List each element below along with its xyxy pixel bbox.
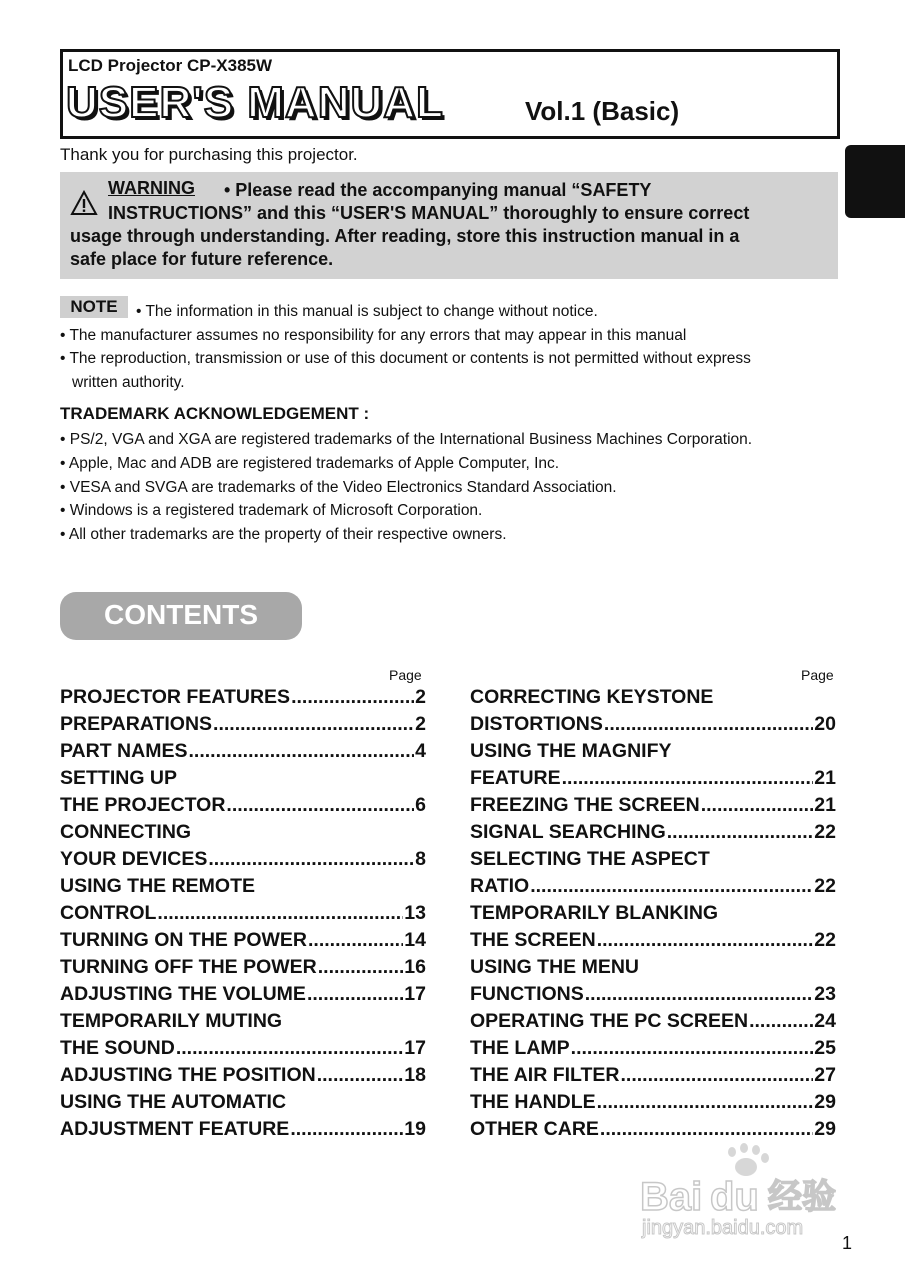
toc-entry [60, 956, 426, 983]
toc-entry-title: CORRECTING KEYSTONE [470, 686, 714, 708]
toc-entry-title: THE LAMP [470, 1037, 570, 1059]
toc-entry [60, 848, 426, 875]
toc-entry-title: SELECTING THE ASPECT [470, 848, 710, 870]
toc-entry-title: USING THE MENU [470, 956, 640, 978]
toc-entry-title: FUNCTIONS [470, 983, 584, 1005]
toc-entry-title: PREPARATIONS [60, 713, 213, 735]
page-column-header: Page [801, 667, 834, 683]
trademark-item: • VESA and SVGA are trademarks of the Video Electronics Standard Association. [60, 479, 617, 496]
toc-entry [470, 1064, 836, 1091]
toc-entry [60, 1064, 426, 1091]
toc-leader-dots [667, 821, 814, 844]
toc-entry-title: YOUR DEVICES [60, 848, 208, 870]
toc-entry-title: PART NAMES [60, 740, 188, 762]
toc-entry [60, 875, 426, 902]
toc-entry [60, 1118, 426, 1145]
toc-entry-title: ADJUSTING THE VOLUME [60, 983, 306, 1005]
toc-entry-title: USING THE MAGNIFY [470, 740, 672, 762]
toc-leader-dots [585, 983, 814, 1006]
toc-entry-title: ADJUSTMENT FEATURE [60, 1118, 290, 1140]
warning-text-line: usage through understanding. After reading, store this instruction manual in a [70, 226, 740, 246]
toc-entry [470, 1010, 836, 1037]
toc-page-number: 25 [814, 1037, 836, 1059]
toc-leader-dots [290, 1118, 403, 1141]
toc-leader-dots [208, 848, 414, 871]
volume-label: Vol.1 (Basic) [525, 96, 680, 126]
toc-entry-title: THE PROJECTOR [60, 794, 226, 816]
toc-entry [60, 767, 426, 794]
toc-page-number: 4 [415, 740, 426, 762]
toc-entry [470, 902, 836, 929]
toc-entry [470, 686, 836, 713]
toc-entry [470, 848, 836, 875]
svg-text:经验: 经验 [768, 1177, 836, 1217]
toc-page-number: 22 [814, 821, 836, 843]
toc-left-column [60, 686, 426, 1145]
note-text-line: • The manufacturer assumes no responsibility for any errors that may appear in this manual [60, 327, 687, 344]
toc-leader-dots [604, 713, 813, 736]
contents-heading: CONTENTS [104, 599, 258, 630]
toc-leader-dots [308, 929, 403, 952]
toc-leader-dots [600, 1118, 813, 1141]
toc-leader-dots [176, 1037, 403, 1060]
toc-entry-title: THE AIR FILTER [470, 1064, 620, 1086]
toc-page-number: 6 [415, 794, 426, 816]
toc-page-number: 16 [404, 956, 426, 978]
toc-leader-dots [307, 983, 403, 1006]
toc-entry [60, 902, 426, 929]
toc-entry [60, 929, 426, 956]
toc-leader-dots [530, 875, 813, 898]
toc-entry [470, 956, 836, 983]
toc-entry [60, 1010, 426, 1037]
toc-page-number: 18 [404, 1064, 426, 1086]
toc-entry-title: OPERATING THE PC SCREEN [470, 1010, 749, 1032]
toc-leader-dots [318, 956, 404, 979]
toc-page-number: 13 [404, 902, 426, 924]
svg-text:jingyan.baidu.com: jingyan.baidu.com [642, 1217, 804, 1239]
toc-leader-dots [621, 1064, 814, 1087]
trademark-item: • All other trademarks are the property of their respective owners. [60, 526, 507, 543]
svg-text:du: du [710, 1175, 759, 1219]
warning-text-line: safe place for future reference. [70, 249, 334, 269]
toc-entry [470, 767, 836, 794]
toc-page-number: 2 [415, 713, 426, 735]
toc-entry-title: DISTORTIONS [470, 713, 603, 735]
toc-leader-dots [226, 794, 414, 817]
toc-entry-title: CONNECTING [60, 821, 192, 843]
toc-entry [60, 983, 426, 1010]
note-badge: NOTE [60, 296, 128, 318]
toc-entry-title: USING THE REMOTE [60, 875, 256, 897]
toc-page-number: 29 [814, 1091, 836, 1113]
toc-leader-dots [749, 1010, 813, 1033]
manual-title: USER'S MANUAL [66, 78, 444, 127]
toc-leader-dots [562, 767, 814, 790]
baidu-watermark-logo [640, 1142, 850, 1242]
thanks-text: Thank you for purchasing this projector. [60, 145, 358, 164]
toc-leader-dots [701, 794, 814, 817]
toc-entry-title: THE HANDLE [470, 1091, 596, 1113]
toc-entry-title: TEMPORARILY BLANKING [470, 902, 719, 924]
trademark-heading: TRADEMARK ACKNOWLEDGEMENT : [60, 404, 370, 423]
toc-entry [470, 821, 836, 848]
toc-entry [470, 929, 836, 956]
toc-page-number: 21 [814, 767, 836, 789]
warning-text-line: INSTRUCTIONS” and this “USER'S MANUAL” thoroughly to ensure correct [108, 203, 750, 223]
toc-entry-title: OTHER CARE [470, 1118, 599, 1140]
toc-page-number: 27 [814, 1064, 836, 1086]
toc-entry [60, 713, 426, 740]
toc-page-number: 14 [404, 929, 426, 951]
toc-page-number: 23 [814, 983, 836, 1005]
toc-page-number: 17 [404, 983, 426, 1005]
toc-entry-title: TURNING ON THE POWER [60, 929, 307, 951]
toc-entry-title: TURNING OFF THE POWER [60, 956, 317, 978]
toc-entry-title: RATIO [470, 875, 530, 897]
toc-page-number: 22 [814, 875, 836, 897]
toc-entry [470, 983, 836, 1010]
note-text-line: • The information in this manual is subject to change without notice. [136, 303, 598, 320]
toc-entry-title: PROJECTOR FEATURES [60, 686, 291, 708]
toc-entry [470, 1091, 836, 1118]
toc-entry-title: FREEZING THE SCREEN [470, 794, 700, 816]
toc-entry [470, 713, 836, 740]
toc-leader-dots [188, 740, 414, 763]
page-column-header: Page [389, 667, 422, 683]
toc-entry-title: TEMPORARILY MUTING [60, 1010, 283, 1032]
trademark-item: • PS/2, VGA and XGA are registered trademarks of the International Business Machines Corporation. [60, 431, 753, 448]
toc-entry [470, 1118, 836, 1145]
toc-leader-dots [597, 1091, 814, 1114]
toc-entry [470, 794, 836, 821]
toc-entry-title: SETTING UP [60, 767, 178, 789]
toc-leader-dots [213, 713, 414, 736]
toc-entry [60, 1091, 426, 1118]
toc-right-column [470, 686, 836, 1145]
toc-leader-dots [571, 1037, 814, 1060]
toc-leader-dots [157, 902, 403, 925]
toc-page-number: 29 [814, 1118, 836, 1140]
toc-page-number: 22 [814, 929, 836, 951]
note-text-line: • The reproduction, transmission or use of this document or contents is not permitted without express [60, 350, 751, 367]
trademark-item: • Windows is a registered trademark of Microsoft Corporation. [60, 502, 483, 519]
toc-entry [470, 875, 836, 902]
toc-entry [470, 740, 836, 767]
toc-page-number: 8 [415, 848, 426, 870]
product-model: LCD Projector CP-X385W [68, 56, 273, 75]
toc-entry-title: ADJUSTING THE POSITION [60, 1064, 316, 1086]
toc-entry [60, 794, 426, 821]
toc-page-number: 20 [814, 713, 836, 735]
toc-entry-title: SIGNAL SEARCHING [470, 821, 666, 843]
toc-page-number: 17 [404, 1037, 426, 1059]
section-tab [845, 145, 905, 218]
toc-leader-dots [291, 686, 414, 709]
warning-icon [70, 190, 98, 216]
warning-text-line: • Please read the accompanying manual “SAFETY [224, 180, 652, 200]
toc-page-number: 2 [415, 686, 426, 708]
toc-leader-dots [317, 1064, 404, 1087]
toc-entry-title: CONTROL [60, 902, 157, 924]
page-number: 1 [842, 1233, 853, 1253]
toc-entry [470, 1037, 836, 1064]
svg-text:Bai: Bai [640, 1175, 703, 1219]
trademark-item: • Apple, Mac and ADB are registered trademarks of Apple Computer, Inc. [60, 455, 560, 472]
toc-page-number: 24 [814, 1010, 836, 1032]
toc-page-number: 21 [814, 794, 836, 816]
toc-entry [60, 821, 426, 848]
note-text-line: written authority. [72, 374, 185, 391]
toc-entry-title: THE SCREEN [470, 929, 596, 951]
warning-label: WARNING [108, 178, 195, 198]
toc-page-number: 19 [404, 1118, 426, 1140]
toc-entry-title: THE SOUND [60, 1037, 175, 1059]
toc-entry [60, 740, 426, 767]
toc-entry [60, 686, 426, 713]
toc-entry-title: FEATURE [470, 767, 561, 789]
toc-entry-title: USING THE AUTOMATIC [60, 1091, 287, 1113]
toc-entry [60, 1037, 426, 1064]
toc-leader-dots [597, 929, 814, 952]
